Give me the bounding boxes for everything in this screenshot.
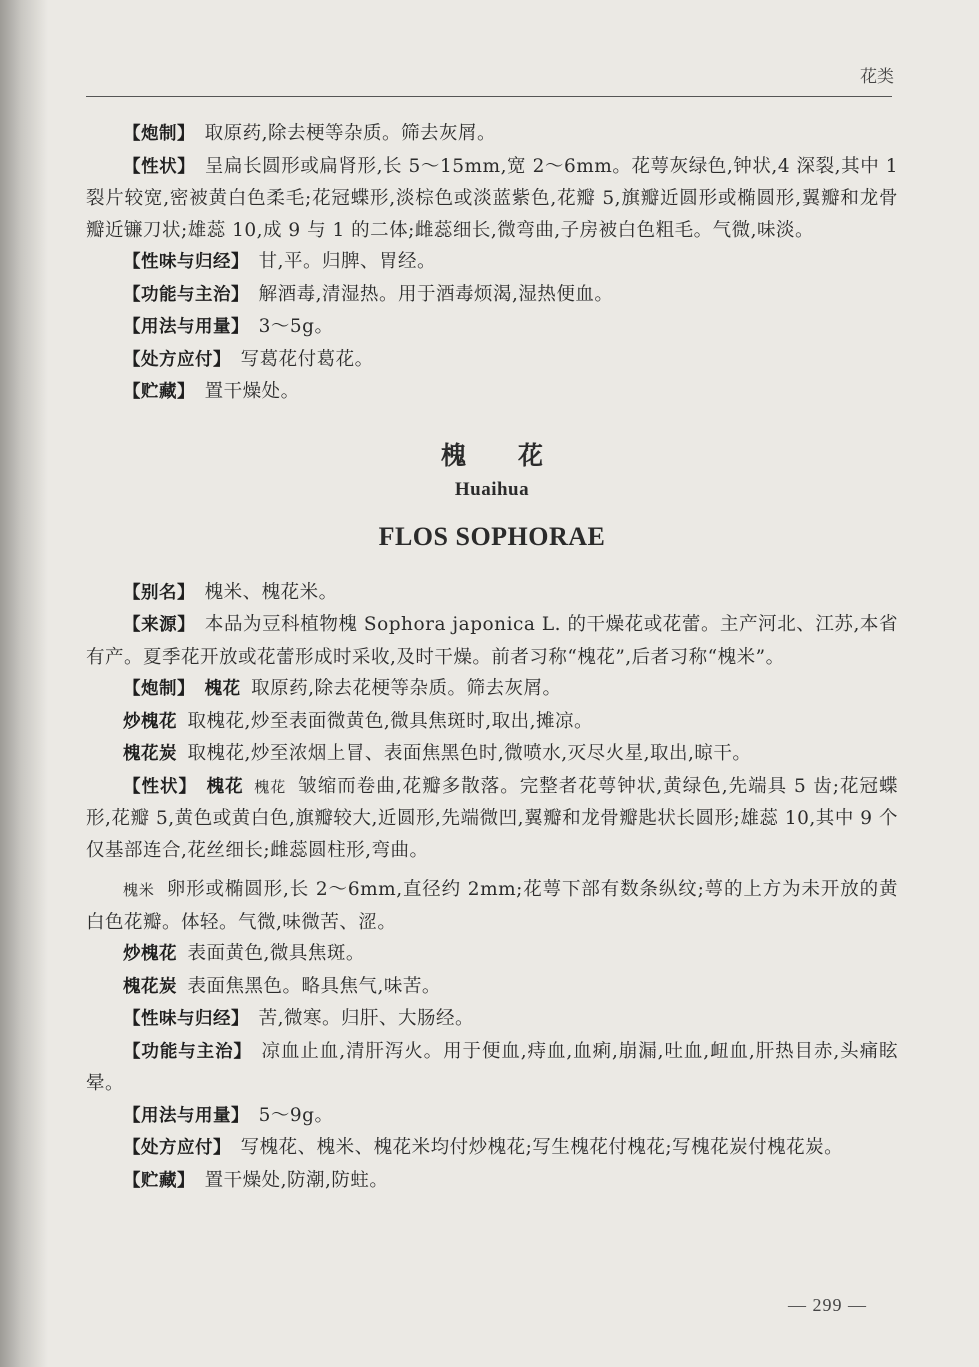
field-zhucang — [86, 376, 898, 409]
field-text: 解酒毒,清湿热。用于酒毒烦渴,湿热便血。 — [258, 283, 614, 305]
field-label: 【功能与主治】 — [123, 1041, 252, 1062]
field-label: 【性状】 — [123, 776, 198, 797]
field-label: 【性状】 — [123, 156, 196, 177]
field-text: 苦,微寒。归肝、大肠经。 — [258, 1008, 475, 1029]
field-text: 5～9g。 — [258, 1104, 334, 1126]
field-xingzhuang — [86, 771, 898, 867]
field-label: 【性味与归经】 — [123, 1009, 249, 1029]
field-label: 【处方应付】 — [123, 349, 231, 370]
field-text: 置干燥处,防潮,防蛀。 — [204, 1169, 389, 1191]
page-number: — 299 — — [788, 1295, 867, 1315]
field-label: 【贮藏】 — [123, 1170, 195, 1191]
variety-name: 炒槐花 — [123, 944, 177, 964]
field-label: 【处方应付】 — [123, 1138, 231, 1158]
entry-gehua-continued — [86, 118, 898, 409]
variety-text: 皱缩而卷曲,花瓣多散落。完整者花萼钟状,黄绿色,先端具 5 齿;花冠蝶形,花瓣 5,黄色或黄白色,旗瓣较大,近圆形,先端微凹,翼瓣和龙骨瓣匙状长圆形;雄蕊 10,其中 9 个仅基部连合,花丝细长;雌蕊圆柱形,弯曲。 — [86, 775, 898, 861]
field-text: 甘,平。归脾、胃经。 — [258, 251, 437, 272]
field-label: 【炮制】 — [123, 679, 195, 699]
entry-title-pinyin: Huaihua — [454, 478, 530, 500]
field-text: 本品为豆科植物槐 Sophora japonica L. 的干燥花或花蕾。主产河北、江苏,本省有产。夏季花开放或花蕾形成时采收,及时干燥。前者习称“槐花”,后者习称“槐米”。 — [86, 614, 899, 668]
variety-name: 槐米 — [123, 881, 155, 899]
field-text: 槐米、槐花米。 — [204, 581, 338, 603]
field-label: 【炮制】 — [123, 124, 195, 144]
field-gongneng — [86, 279, 898, 312]
field-text: 3～5g。 — [258, 316, 334, 337]
entry-title-chinese: 槐花 — [440, 440, 595, 470]
field-label: 【用法与用量】 — [123, 317, 249, 337]
variety-text: 表面焦黑色。略具焦气,味苦。 — [187, 975, 441, 997]
field-text: 呈扁长圆形或扁肾形,长 5～15mm,宽 2～6mm。花萼灰绿色,钟状,4 深裂,其中 1 裂片较宽,密被黄白色柔毛;花冠蝶形,淡棕色或淡蓝紫色,花瓣 5,旗瓣近圆形或椭圆形,翼瓣和龙骨瓣近镰刀状;雄蕊 10,成 9 与 1 的二体;雌蕊细长,微弯曲,子房被白色粗毛。气微,味淡。 — [86, 155, 898, 241]
field-chufang — [86, 344, 898, 377]
paozhi-chao — [86, 706, 898, 739]
method-name: 槐花炭 — [123, 744, 177, 764]
field-yongfa — [86, 311, 898, 344]
field-chufang — [86, 1132, 898, 1165]
variety-name: 槐花炭 — [123, 976, 177, 997]
field-text: 写葛花付葛花。 — [240, 348, 374, 370]
entry-title-block — [86, 437, 898, 557]
method-name: 炒槐花 — [123, 711, 177, 732]
field-label: 【贮藏】 — [123, 382, 195, 402]
variety-text: 表面黄色,微具焦斑。 — [187, 943, 365, 964]
paozhi-tan — [86, 738, 898, 771]
field-label: 【来源】 — [123, 615, 196, 635]
field-zhucang — [86, 1165, 898, 1198]
field-label: 【功能与主治】 — [123, 284, 249, 305]
method-name: 槐花 — [204, 679, 241, 699]
field-label: 【性味与归经】 — [123, 252, 249, 272]
book-spine-shadow — [0, 0, 48, 1367]
variety-subname: 槐花 — [254, 777, 287, 796]
method-text: 取槐花,炒至表面微黄色,微具焦斑时,取出,摊凉。 — [187, 710, 594, 732]
field-text: 置干燥处。 — [204, 381, 300, 402]
method-text: 取槐花,炒至浓烟上冒、表面焦黑色时,微喷水,灭尽火星,取出,晾干。 — [187, 743, 752, 764]
field-xingwei — [86, 246, 898, 279]
entry-title-latin: FLOS SOPHORAE — [378, 521, 606, 551]
field-text: 凉血止血,清肝泻火。用于便血,痔血,血痢,崩漏,吐血,衄血,肝热目赤,头痛眩晕。 — [86, 1040, 898, 1094]
method-text: 取原药,除去花梗等杂质。筛去灰屑。 — [251, 678, 562, 699]
field-yongfa — [86, 1100, 898, 1133]
field-label: 【用法与用量】 — [123, 1105, 249, 1126]
page-body — [86, 118, 898, 1197]
field-bieming — [86, 577, 898, 610]
xingzhuang-tan — [86, 971, 898, 1004]
field-xingwei — [86, 1003, 898, 1036]
xingzhuang-chao — [86, 938, 898, 971]
field-text: 取原药,除去梗等杂质。筛去灰屑。 — [204, 123, 497, 144]
field-label: 【别名】 — [123, 582, 195, 603]
entry-huaihua — [86, 577, 898, 1198]
xingzhuang-huaimi — [86, 874, 898, 938]
variety-text: 卵形或椭圆形,长 2～6mm,直径约 2mm;花萼下部有数条纵纹;萼的上方为未开放的黄白色花瓣。体轻。气微,味微苦、涩。 — [86, 879, 898, 933]
running-header-section: 花类 — [860, 67, 894, 87]
header-rule — [86, 96, 892, 97]
variety-name: 槐花 — [206, 776, 244, 797]
field-paozhi — [86, 118, 898, 151]
field-laiyuan — [86, 609, 898, 673]
field-xingzhuang — [86, 151, 898, 247]
field-text: 写槐花、槐米、槐花米均付炒槐花;写生槐花付槐花;写槐花炭付槐花炭。 — [240, 1137, 844, 1158]
field-gongneng — [86, 1036, 898, 1100]
field-paozhi — [86, 673, 898, 706]
